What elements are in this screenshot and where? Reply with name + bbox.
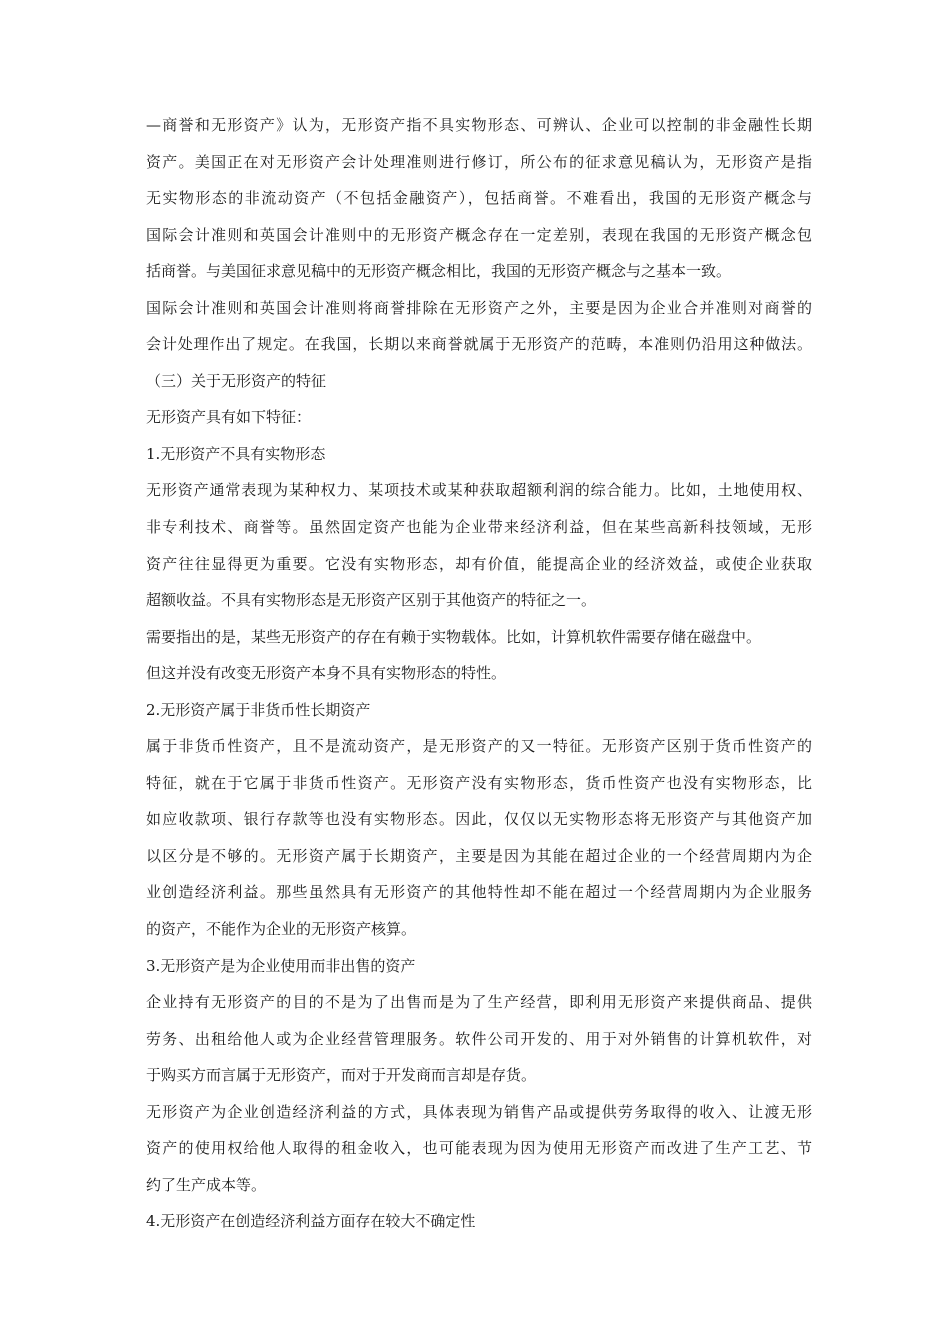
text-line-27: 于购买方而言属于无形资产，而对于开发商而言却是存货。 (146, 1066, 537, 1085)
text-line-16: 但这并没有改变无形资产本身不具有实物形态的特性。 (146, 664, 507, 683)
subheading-1: 1.无形资产不具有实物形态 (146, 444, 326, 463)
text-line-15: 需要指出的是，某些无形资产的存在有赖于实物载体。比如，计算机软件需要存储在磁盘中。 (146, 627, 762, 646)
text-line-7: 会计处理作出了规定。在我国，长期以来商誉就属于无形资产的范畴，本准则仍沿用这种做法。 (146, 335, 812, 354)
text-line-29: 资产的使用权给他人取得的租金收入，也可能表现为因为使用无形资产而改进了生产工艺、节 (146, 1139, 812, 1158)
text-line-12: 非专利技术、商誉等。虽然固定资产也能为企业带来经济利益，但在某些高新科技领域，无形 (146, 518, 812, 537)
text-line-1: —商誉和无形资产》认为，无形资产指不具实物形态、可辨认、企业可以控制的非金融性长期 (146, 116, 812, 134)
text-line-30: 约了生产成本等。 (146, 1175, 267, 1194)
text-line-13: 资产往往显得更为重要。它没有实物形态，却有价值，能提高企业的经济效益，或使企业获取 (146, 554, 812, 573)
text-line-20: 如应收款项、银行存款等也没有实物形态。因此，仅仅以无实物形态将无形资产与其他资产加 (146, 810, 812, 829)
section-heading: （三）关于无形资产的特征 (146, 371, 327, 390)
subheading-3: 3.无形资产是为企业使用而非出售的资产 (146, 956, 416, 975)
text-line-6: 国际会计准则和英国会计准则将商誉排除在无形资产之外，主要是因为企业合并准则对商誉的 (146, 298, 812, 317)
text-line-23: 的资产，不能作为企业的无形资产核算。 (146, 920, 417, 939)
text-line-5: 括商誉。与美国征求意见稿中的无形资产概念相比，我国的无形资产概念与之基本一致。 (146, 262, 732, 281)
subheading-4: 4.无形资产在创造经济利益方面存在较大不确定性 (146, 1212, 476, 1231)
text-line-25: 企业持有无形资产的目的不是为了出售而是为了生产经营，即利用无形资产来提供商品、提供 (146, 993, 812, 1012)
document-page (146, 107, 812, 1240)
text-line-26: 劳务、出租给他人或为企业经营管理服务。软件公司开发的、用于对外销售的计算机软件，对 (146, 1029, 812, 1048)
text-line-2: 资产。美国正在对无形资产会计处理准则进行修订，所公布的征求意见稿认为，无形资产是指 (146, 152, 812, 171)
text-line-9: 无形资产具有如下特征： (146, 408, 312, 427)
text-line-22: 业创造经济利益。那些虽然具有无形资产的其他特性却不能在超过一个经营周期内为企业服务 (146, 883, 812, 902)
text-line-18: 属于非货币性资产，且不是流动资产，是无形资产的又一特征。无形资产区别于货币性资产的 (146, 737, 812, 756)
text-line-19: 特征，就在于它属于非货币性资产。无形资产没有实物形态，货币性资产也没有实物形态，比 (146, 773, 812, 792)
text-line-28: 无形资产为企业创造经济利益的方式，具体表现为销售产品或提供劳务取得的收入、让渡无形 (146, 1102, 812, 1121)
text-line-21: 以区分是不够的。无形资产属于长期资产，主要是因为其能在超过企业的一个经营周期内为企 (146, 846, 812, 865)
text-line-3: 无实物形态的非流动资产（不包括金融资产），包括商誉。不难看出，我国的无形资产概念与 (146, 189, 812, 208)
subheading-2: 2.无形资产属于非货币性长期资产 (146, 700, 371, 719)
text-line-14: 超额收益。不具有实物形态是无形资产区别于其他资产的特征之一。 (146, 591, 597, 610)
text-line-11: 无形资产通常表现为某种权力、某项技术或某种获取超额利润的综合能力。比如，土地使用权、 (146, 481, 812, 500)
text-line-4: 国际会计准则和英国会计准则中的无形资产概念存在一定差别，表现在我国的无形资产概念包 (146, 225, 812, 244)
